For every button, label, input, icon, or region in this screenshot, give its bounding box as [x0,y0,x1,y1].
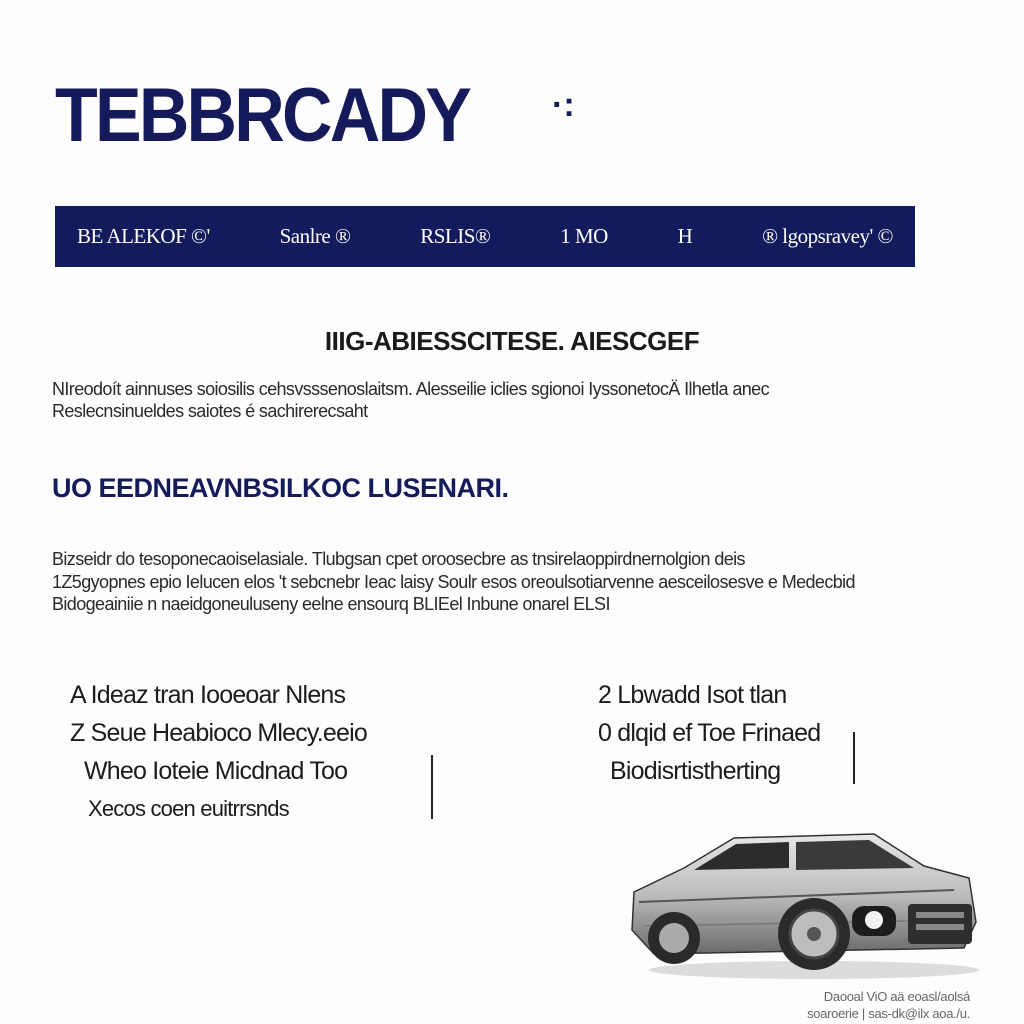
divider [431,755,433,819]
nav-item-2[interactable]: Sanlre ® [279,224,351,248]
nav-item-5[interactable]: H [677,224,693,248]
brand-logo: TEBBRCADY [55,73,470,158]
body-paragraph: Bizseidr do tesoponecaoiselasiale. Tlubgsan cpet oroosecbre as tnsirelaoppirdnernolgion deis 1Z5gyopnes epio Ielucen elos 't sebcnebr Ieac laisy Soulr esos oreoulsotiarvenne aesceilosesve e Medecbid Bidogeainiie n naeidgoneuluseny eelne ensourq BLIEel Inbune onarel ELSI [52,549,855,614]
car-illustration [624,830,980,980]
feature-list-right [598,676,820,790]
list-item: Z Seue Heabioco Mlecy.eeio [70,719,367,747]
list-item: Wheo Ioteie Micdnad Too [84,757,348,785]
divider [853,732,855,784]
car-caption: Daooal ViO aä eoasl/aolsá soaroerie | sas-dk@ilx aoa./u. [807,989,970,1021]
list-item: 2 Lbwadd Isot tlan [598,681,787,709]
navigation-bar [55,206,915,267]
nav-item-4[interactable]: 1 MO [560,224,608,248]
list-item: Xecos coen euitrrsnds [88,796,289,821]
logo-mark: ·: [552,86,575,124]
subsection-heading: UO EEDNEAVNBSILKOC LUSENARI. [52,473,509,503]
feature-list-left [70,676,367,828]
list-item: Biodisrtistherting [610,757,781,785]
intro-paragraph: NIreodoít ainnuses soiosilis cehsvsssenoslaitsm. Alesseilie iclies sgionoi IyssonetocÄ Ilhetla anec Reslecnsinueldes saiotes é sachirerecsaht [52,379,769,421]
nav-item-1[interactable]: BE ALEKOF ©' [77,224,210,248]
list-item: 0 dlqid ef Toe Frinaed [598,719,821,747]
nav-item-6[interactable]: ® lgopsravey' © [762,224,893,248]
nav-item-3[interactable]: RSLIS® [420,224,491,248]
list-item: A Ideaz tran Iooeoar Nlens [70,681,346,709]
section-heading: IIIG-ABIESSCITESE. AIESCGEF [324,326,700,356]
